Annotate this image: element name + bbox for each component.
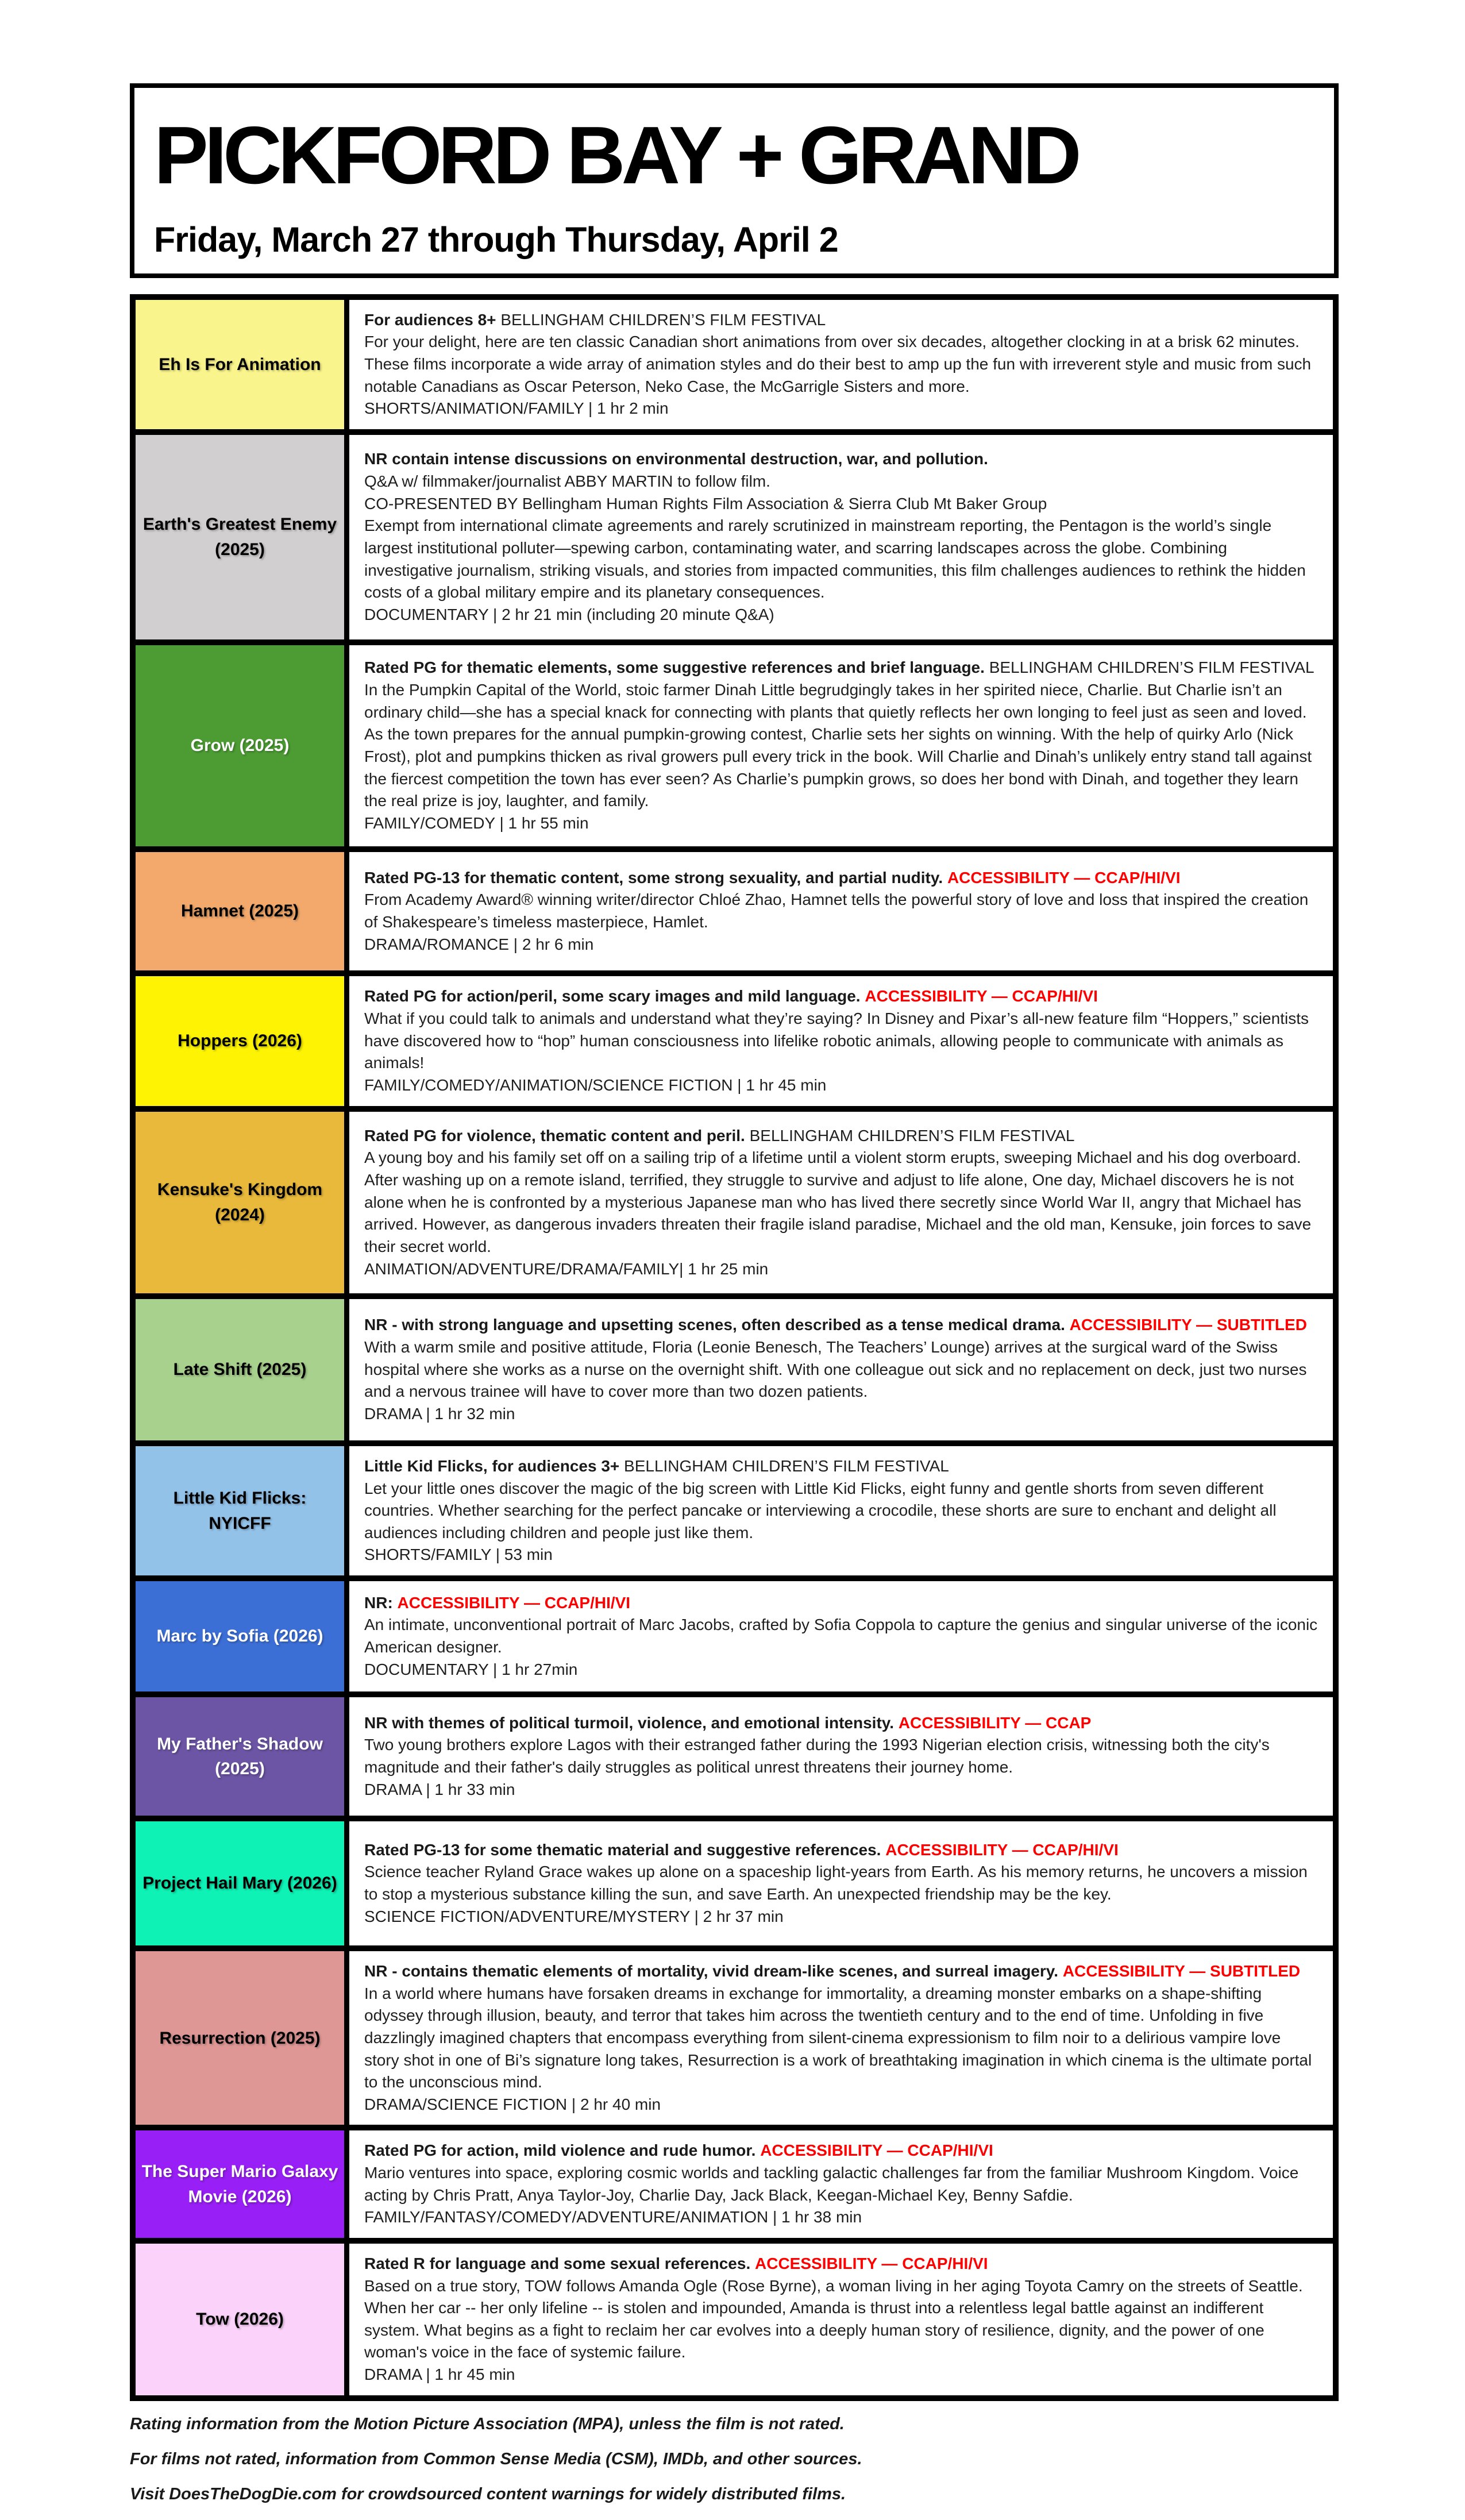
rating-text: Little Kid Flicks, for audiences 3+: [364, 1456, 620, 1475]
festival-note: BELLINGHAM CHILDREN’S FILM FESTIVAL: [749, 1126, 1075, 1145]
film-title: The Super Mario Galaxy Movie (2026): [141, 2162, 338, 2206]
accessibility-note: ACCESSIBILITY — SUBTITLED: [1062, 1962, 1301, 1980]
genre-duration-line: ANIMATION/ADVENTURE/DRAMA/FAMILY| 1 hr 25 min: [364, 1259, 769, 1278]
film-description-cell: [349, 2244, 1333, 2395]
genre-duration-line: FAMILY/COMEDY | 1 hr 55 min: [364, 814, 589, 832]
genre-duration-line: SHORTS/FAMILY | 53 min: [364, 1546, 553, 1564]
rating-line: [364, 1960, 1318, 1983]
rating-line: [364, 1839, 1318, 1862]
rating-text: NR - contains thematic elements of mortality, vivid dream-like scenes, and surreal imagery.: [364, 1962, 1059, 1980]
film-title-cell: [136, 1112, 349, 1293]
film-row: [136, 435, 1333, 645]
film-description-cell: [349, 1446, 1333, 1575]
film-row: [136, 1446, 1333, 1581]
rating-text: NR:: [364, 1593, 393, 1612]
genre-duration-line: DOCUMENTARY | 2 hr 21 min (including 20 minute Q&A): [364, 605, 774, 623]
accessibility-note: ACCESSIBILITY — CCAP/HI/VI: [397, 1593, 631, 1612]
rating-text: NR - with strong language and upsetting scenes, often described as a tense medical drama.: [364, 1316, 1065, 1334]
genre-duration-line: DRAMA/SCIENCE FICTION | 2 hr 40 min: [364, 2095, 661, 2113]
header-box: [130, 83, 1339, 278]
film-title-cell: [136, 1299, 349, 1440]
film-row: [136, 645, 1333, 852]
genre-duration-line: FAMILY/FANTASY/COMEDY/ADVENTURE/ANIMATION | 1 hr 38 min: [364, 2208, 862, 2226]
film-description: What if you could talk to animals and understand what they’re saying? In Disney and Pixar’s all-new feature film “Hoppers,” scientists have discovered how to “hop” human consciousness into lifelike robotic animals, allowing people to communicate with animals as animals!: [364, 1009, 1309, 1072]
genre-duration-line: SCIENCE FICTION/ADVENTURE/MYSTERY | 2 hr 37 min: [364, 1907, 784, 1925]
film-title-cell: [136, 1821, 349, 1945]
rating-line: [364, 2140, 1318, 2162]
rating-text: Rated PG-13 for thematic content, some strong sexuality, and partial nudity.: [364, 868, 943, 887]
rating-line: [364, 657, 1318, 679]
genre-duration-line: SHORTS/ANIMATION/FAMILY | 1 hr 2 min: [364, 399, 669, 418]
film-description-cell: [349, 1112, 1333, 1293]
film-description: A young boy and his family set off on a sailing trip of a lifetime until a violent storm erupts, sweeping Michael and his dog overboard. After washing up on a remote island, terrified, they struggle to survive and adjust to life alone, One day, Michael discovers he is not alone when he is confronted by a mysterious Japanese man who has lived there secretly since World War II, angry that Michael has arrived. However, as dangerous invaders threaten their fragile island paradise, Michael and the old man, Kensuke, join forces to save their secret world.: [364, 1149, 1312, 1255]
film-row: [136, 1951, 1333, 2130]
film-title: Grow (2025): [190, 736, 290, 756]
film-description: Two young brothers explore Lagos with their estranged father during the 1993 Nigerian election crisis, witnessing both the city's magnitude and their father's daily struggles as political unrest threatens their journey home.: [364, 1736, 1270, 1777]
presenter-note: CO-PRESENTED BY Bellingham Human Rights Film Association & Sierra Club Mt Baker Group: [364, 494, 1047, 513]
film-row: [136, 2130, 1333, 2244]
rating-line: [364, 1125, 1318, 1147]
rating-line: [364, 985, 1318, 1008]
footer-note-doesthedogdie: Visit DoesTheDogDie.com for crowdsourced content warnings for widely distributed films.: [130, 2484, 846, 2503]
film-title: Kensuke's Kingdom (2024): [157, 1180, 323, 1224]
festival-note: BELLINGHAM CHILDREN’S FILM FESTIVAL: [624, 1456, 949, 1475]
film-title-cell: [136, 435, 349, 639]
film-description: For your delight, here are ten classic Canadian short animations from over six decades, altogether clocking in at a brisk 62 minutes. These films incorporate a wide array of animation styles and do their best to amp up the fun with irreverent style and music from such notable Canadians as Oscar Peterson, Neko Case, the McGarrigle Sisters and more.: [364, 333, 1312, 395]
film-title: Resurrection (2025): [159, 2028, 321, 2048]
genre-duration-line: DRAMA/ROMANCE | 2 hr 6 min: [364, 935, 594, 953]
film-row: [136, 976, 1333, 1112]
film-row: [136, 1697, 1333, 1821]
film-title-cell: [136, 645, 349, 846]
accessibility-note: ACCESSIBILITY — SUBTITLED: [1069, 1316, 1307, 1334]
genre-duration-line: DOCUMENTARY | 1 hr 27min: [364, 1660, 578, 1678]
film-description-cell: [349, 976, 1333, 1106]
page-subtitle: Friday, March 27 through Thursday, April 2: [154, 219, 838, 259]
film-description: Exempt from international climate agreements and rarely scrutinized in mainstream reporting, the Pentagon is the world’s single largest institutional polluter—spewing carbon, contaminating water, and scarring landscapes across the globe. Combining investigative journalism, striking visuals, and stories from impacted communities, this film challenges audiences to rethink the hidden costs of a global military empire and its planetary consequences.: [364, 517, 1306, 602]
film-title: Hamnet (2025): [180, 901, 299, 921]
accessibility-note: ACCESSIBILITY — CCAP/HI/VI: [885, 1840, 1119, 1859]
film-description-cell: [349, 2130, 1333, 2238]
film-title-cell: [136, 2244, 349, 2395]
page-title: PICKFORD BAY + GRAND: [154, 110, 1078, 201]
film-row: [136, 852, 1333, 976]
film-title-cell: [136, 852, 349, 970]
rating-line: [364, 2253, 1318, 2275]
genre-duration-line: FAMILY/COMEDY/ANIMATION/SCIENCE FICTION | 1 hr 45 min: [364, 1076, 827, 1094]
film-description: Science teacher Ryland Grace wakes up alone on a spaceship light-years from Earth. As his memory returns, he uncovers a mission to stop a mysterious substance killing the sun, and save Earth. An unexpected friendship may be the key.: [364, 1863, 1308, 1904]
footer: [130, 2415, 1339, 2504]
rating-text: NR contain intense discussions on environmental destruction, war, and pollution.: [364, 450, 988, 468]
film-row: [136, 1821, 1333, 1951]
genre-duration-line: DRAMA | 1 hr 45 min: [364, 2365, 515, 2384]
presenter-note: Q&A w/ filmmaker/journalist ABBY MARTIN to follow film.: [364, 472, 770, 491]
footer-note-mpa: Rating information from the Motion Picture Association (MPA), unless the film is not rated.: [130, 2414, 845, 2433]
accessibility-note: ACCESSIBILITY — CCAP/HI/VI: [760, 2141, 993, 2160]
film-title: Eh Is For Animation: [159, 355, 321, 374]
accessibility-note: ACCESSIBILITY — CCAP/HI/VI: [755, 2254, 988, 2272]
film-row: [136, 1112, 1333, 1299]
film-title: Project Hail Mary (2026): [142, 1874, 337, 1893]
rating-line: [364, 1455, 1318, 1478]
film-title: Late Shift (2025): [173, 1360, 307, 1380]
rating-text: Rated PG for action/peril, some scary images and mild language.: [364, 987, 861, 1005]
film-title-cell: [136, 1581, 349, 1691]
film-title-cell: [136, 300, 349, 429]
film-description: From Academy Award® winning writer/director Chloé Zhao, Hamnet tells the powerful story of love and loss that inspired the creation of Shakespeare’s timeless masterpiece, Hamlet.: [364, 891, 1309, 931]
rating-text: NR with themes of political turmoil, violence, and emotional intensity.: [364, 1713, 895, 1732]
rating-line: [364, 1314, 1318, 1336]
film-title-cell: [136, 1446, 349, 1575]
film-description-cell: [349, 435, 1333, 639]
film-description-cell: [349, 1821, 1333, 1945]
film-title: Earth's Greatest Enemy (2025): [142, 515, 337, 559]
film-description: Based on a true story, TOW follows Amanda Ogle (Rose Byrne), a woman living in her aging Toyota Camry on the streets of Seattle. When her car -- her only lifeline -- is stolen and impounded, Amanda is thrust into a relentless legal battle against an indifferent system. What begins as a fight to reclaim her car evolves into a deeply human story of resilience, dignity, and the power of one woman's voice in the face of systemic failure.: [364, 2276, 1303, 2361]
film-description: Let your little ones discover the magic of the big screen with Little Kid Flicks, eight funny and gentle shorts from seven different countries. Whether searching for the perfect pancake or interviewing a crocodile, these shorts are sure to enchant and delight all audiences including children and people just like them.: [364, 1479, 1277, 1542]
film-description-cell: [349, 1581, 1333, 1691]
film-row: [136, 2244, 1333, 2395]
genre-duration-line: DRAMA | 1 hr 32 min: [364, 1404, 515, 1423]
film-title-cell: [136, 1951, 349, 2125]
film-title: Marc by Sofia (2026): [156, 1627, 323, 1646]
film-description-cell: [349, 852, 1333, 970]
film-title-cell: [136, 1697, 349, 1816]
film-description: With a warm smile and positive attitude, Floria (Leonie Benesch, The Teachers’ Lounge) arrives at the surgical ward of the Swiss hospital where she works as a nurse on the overnight shift. With one colleague out sick and no replacement on deck, just two nurses and a nervous trainee will have to cover more than two dozen patients.: [364, 1338, 1307, 1401]
rating-line: [364, 867, 1318, 889]
rating-line: [364, 448, 1318, 471]
film-description-cell: [349, 1951, 1333, 2125]
film-title-cell: [136, 2130, 349, 2238]
film-description-cell: [349, 300, 1333, 429]
rating-line: [364, 1592, 1318, 1615]
film-description-cell: [349, 1697, 1333, 1816]
rating-text: Rated R for language and some sexual references.: [364, 2254, 751, 2272]
film-row: [136, 300, 1333, 435]
rating-line: [364, 309, 1318, 332]
film-title: Little Kid Flicks: NYICFF: [173, 1489, 307, 1533]
film-title-cell: [136, 976, 349, 1106]
accessibility-note: ACCESSIBILITY — CCAP/HI/VI: [865, 987, 1098, 1005]
film-description: In a world where humans have forsaken dreams in exchange for immortality, a dreaming monster embarks on a shape-shifting odyssey through illusion, beauty, and terror that takes him across the twentieth century and to the end of time. Unfolding in five dazzlingly imagined chapters that encompass everything from silent-cinema expressionism to film noir to a delirious vampire love story shot in one of Bi’s signature long takes, Resurrection is a work of breathtaking imagination in which cinema is the ultimate portal to the unconscious mind.: [364, 1984, 1312, 2091]
footer-note-sources: For films not rated, information from Common Sense Media (CSM), IMDb, and other sources.: [130, 2449, 862, 2468]
festival-note: BELLINGHAM CHILDREN’S FILM FESTIVAL: [989, 658, 1314, 677]
accessibility-note: ACCESSIBILITY — CCAP: [898, 1713, 1092, 1732]
festival-note: BELLINGHAM CHILDREN’S FILM FESTIVAL: [500, 310, 826, 329]
film-description: An intimate, unconventional portrait of Marc Jacobs, crafted by Sofia Coppola to capture the genius and singular universe of the iconic American designer.: [364, 1616, 1318, 1656]
accessibility-note: ACCESSIBILITY — CCAP/HI/VI: [947, 868, 1181, 887]
film-description-cell: [349, 645, 1333, 846]
rating-text: Rated PG for thematic elements, some suggestive references and brief language.: [364, 658, 985, 677]
film-title: My Father's Shadow (2025): [157, 1734, 323, 1779]
film-description: Mario ventures into space, exploring cosmic worlds and tackling galactic challenges far from the familiar Mushroom Kingdom. Voice acting by Chris Pratt, Anya Taylor-Joy, Charlie Day, Jack Black, Keegan-Michael Key, Benny Safdie.: [364, 2164, 1299, 2204]
rating-text: Rated PG-13 for some thematic material and suggestive references.: [364, 1840, 881, 1859]
rating-text: Rated PG for action, mild violence and rude humor.: [364, 2141, 756, 2160]
film-description-cell: [349, 1299, 1333, 1440]
film-title: Hoppers (2026): [178, 1031, 302, 1051]
schedule-page: [130, 83, 1339, 2520]
genre-duration-line: DRAMA | 1 hr 33 min: [364, 1780, 515, 1798]
rating-text: For audiences 8+: [364, 310, 496, 329]
film-table: [130, 294, 1339, 2401]
rating-line: [364, 1712, 1318, 1735]
film-title: Tow (2026): [196, 2310, 284, 2329]
film-row: [136, 1299, 1333, 1446]
film-description: In the Pumpkin Capital of the World, stoic farmer Dinah Little begrudgingly takes in her spirited niece, Charlie. But Charlie isn’t an ordinary child—she has a special knack for connecting with plants that quietly reflects her own longing to feel just as seen and loved. As the town prepares for the annual pumpkin-growing contest, Charlie sets her sights on winning. With the help of quirky Arlo (Nick Frost), plot and pumpkins thicken as rival growers pull every trick in the book. Will Charlie and Dinah’s unlikely entry stand tall against the fiercest competition the town has ever seen? As Charlie’s pumpkin grows, so does her bond with Dinah, and together they learn the real prize is joy, laughter, and family.: [364, 681, 1312, 810]
rating-text: Rated PG for violence, thematic content and peril.: [364, 1126, 745, 1145]
film-row: [136, 1581, 1333, 1697]
